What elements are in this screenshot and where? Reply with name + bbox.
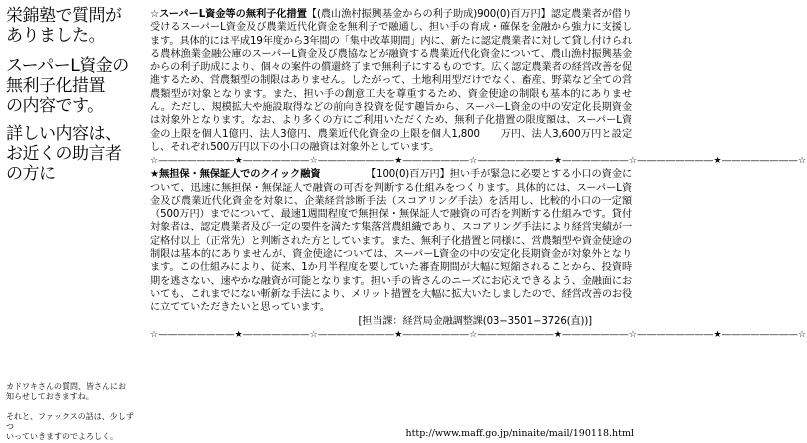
side-note: カドワキさんの質問、皆さんにお 知らせしておきますね。 それと、ファックスの話は、少しずつ いっていきますのでよろしく。 [6,382,134,441]
detail-text: 詳しい内容は、 お近くの助言者 の方に [6,124,122,184]
section-budget: 【(農山漁村振興基金からの利子助成)900(0)百万円】 [306,9,551,20]
topic-text: スーパーL資金の 無利子化措置 の内容です。 [6,56,129,116]
section-interest-free [150,8,632,154]
main-content [150,8,807,342]
section-title: ☆スーパーL資金等の無利子化措置 [150,9,307,20]
section-body: 認定農業者が借り受けるスーパーL資金及び農業近代化資金を無利子で融通し、担い手の育成・確保を金融から強力に支援します。具体的には平成19年度から3年間の「集中改革期間」内に、新たに認定農業者に対して貸し付けられる農林漁業金融公庫のスーパーL資金及び農協などが融資する農業近代化資金について、農山漁村振興基金からの利子助成により、個々の案件の償還終了まで無利子にするものです。広く認定農業者の経営改善を促進するため、営農類型の制限はありません。したがって、土地利用型だけでなく、畜産、野菜など全ての営農類型が対象となります。また、担い手の創意工夫を尊重するため、資金使途の制限も基本的にありません。ただし、規模拡大や施設取得などの前向き投資を促す趣旨から、スーパーL資金の中の安定化長期資金は対象外となります。なお、より多くの方にご利用いただくため、無利子化措置の限度額は、スーパーL資金の上限を個人1億円、法人3億円、農業近代化資金の上限を個人1,800 万円、法人3,600万円と設定し、それぞれ500万円以下の小口の融資は対象外としています。 [150,9,632,153]
sidebar [0,0,140,443]
section-body: 担い手が緊急に必要とする小口の資金について、迅速に無担保・無保証人で融資の可否を判断する仕組みをつくります。具体的には、スーパーL資金及び農業近代化資金を対象に、企業経営診断手法（スコアリング手法）を活用し、比較的小口の一定額（500万円）までについて、最速1週間程度で無担保・無保証人で融資の可否を判断する仕組みです。貸付対象者は、認定農業者及び一定の要件を満たす集落営農組織であり、スコアリング手法により経営実績が一定格付以上（正常先）と判断された方としています。また、無利子化措置と同様に、営農類型や資金使途の制限は基本的にありませんが、資金使途については、スーパーL資金の中の安定化長期資金が対象外となります。この仕組みにより、従来、1か月半程度を要していた審査期間が大幅に短縮されることから、投資時期を逃さない、速やかな融資が可能となります。担い手の皆さんのニーズにお応えできるよう、金融面においても、これまでにない斬新な手法により、メリット措置を大幅に拡大いたしましたので、経営改善のお役に立てていただきたいと思っています。 [150,169,632,314]
star-divider: ☆――――――――★―――――――☆――――――――★―――――――☆――――――――★―――――――☆――――――――★――――――――☆ [150,156,807,167]
intro-text: 栄錦塾で質問が ありました。 [6,6,122,46]
section-budget: 【100(0)百万円】 [371,169,450,181]
star-divider: ☆――――――――★―――――――☆――――――――★―――――――☆――――――――★―――――――☆――――――――★――――――――☆ [150,329,807,340]
contact-info: [担当課：経営局金融調整課(03−3501−3726(直))] [358,315,592,327]
section-quick-loan [150,168,632,314]
source-url: http://www.maff.go.jp/ninaite/mail/190118.html [405,428,634,439]
section-title: ★無担保・無保証人でのクイック融資 [150,169,321,181]
